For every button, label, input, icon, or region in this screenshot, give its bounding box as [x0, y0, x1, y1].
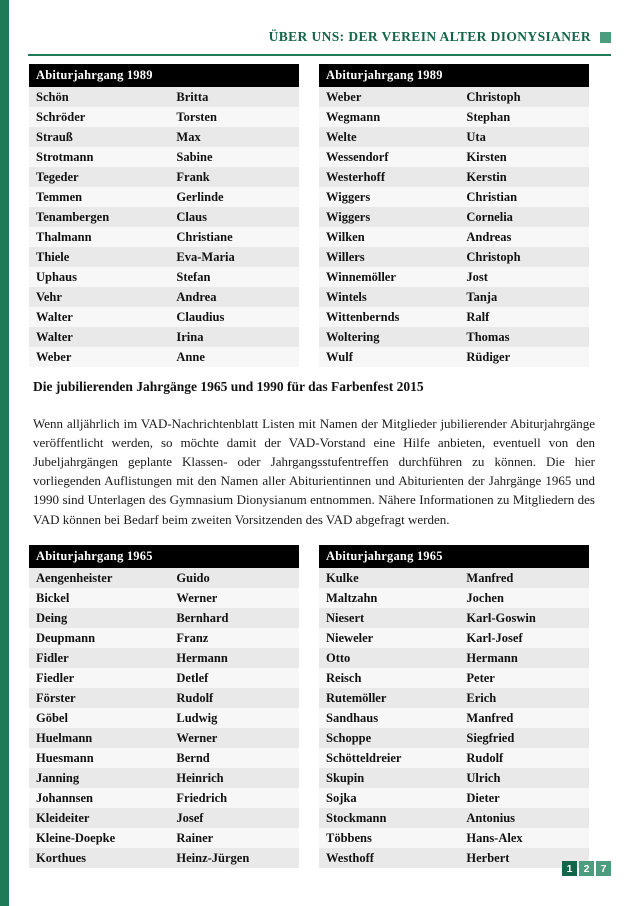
table-title-row	[319, 545, 589, 568]
cell-surname: Wintels	[319, 287, 459, 307]
cell-firstname: Heinz-Jürgen	[169, 848, 299, 868]
table-row	[29, 227, 299, 247]
table-row	[319, 808, 589, 828]
cell-surname: Temmen	[29, 187, 169, 207]
table-row	[319, 207, 589, 227]
tables-row-1965	[29, 545, 589, 868]
cell-firstname: Detlef	[169, 668, 299, 688]
name-table-1965-right	[319, 545, 589, 868]
cell-firstname: Kerstin	[459, 167, 589, 187]
cell-firstname: Ulrich	[459, 768, 589, 788]
table-row	[319, 187, 589, 207]
table-row	[29, 267, 299, 287]
table-row	[319, 327, 589, 347]
table-row	[29, 588, 299, 608]
table-row	[319, 828, 589, 848]
cell-firstname: Dieter	[459, 788, 589, 808]
cell-surname: Otto	[319, 648, 459, 668]
table-row	[29, 187, 299, 207]
cell-surname: Skupin	[319, 768, 459, 788]
section-paragraph: Wenn alljährlich im VAD-Nachrichtenblatt Listen mit Namen der Mitglieder jubilierender Abiturjahrgänge veröffentlicht werden, so möchte damit der VAD-Vorstand eine Hilfe anbieten, eventuell von den Jubeljahrgängen geplante Klassen- oder Jahrgangsstufentreffen durchführen zu können. Die hier vorliegenden Auflistungen mit den Namen aller Abiturientinnen und Abiturienten der Jahrgänge 1965 und 1990 sind Unterlagen des Gymnasium Dionysianum entnommen. Nähere Informationen zu Mitgliedern des VAD können bei Bedarf beim zweiten Vorsitzenden des VAD abgefragt werden.	[33, 416, 595, 527]
cell-surname: Wiggers	[319, 187, 459, 207]
cell-firstname: Frank	[169, 167, 299, 187]
table-body	[319, 64, 589, 367]
left-edge-bar	[0, 0, 9, 906]
cell-firstname: Christoph	[459, 87, 589, 107]
cell-firstname: Ralf	[459, 307, 589, 327]
table-row	[29, 688, 299, 708]
cell-firstname: Andrea	[169, 287, 299, 307]
cell-surname: Willers	[319, 247, 459, 267]
table-row	[29, 848, 299, 868]
table-row	[29, 167, 299, 187]
cell-firstname: Antonius	[459, 808, 589, 828]
cell-surname: Kleine-Doepke	[29, 828, 169, 848]
cell-surname: Woltering	[319, 327, 459, 347]
cell-surname: Huelmann	[29, 728, 169, 748]
table-row	[29, 608, 299, 628]
cell-firstname: Rudolf	[169, 688, 299, 708]
table-row	[29, 628, 299, 648]
cell-surname: Westhoff	[319, 848, 459, 868]
table-row	[29, 788, 299, 808]
table-row	[319, 287, 589, 307]
table-body	[29, 545, 299, 868]
table-row	[29, 808, 299, 828]
cell-surname: Fidler	[29, 648, 169, 668]
cell-surname: Huesmann	[29, 748, 169, 768]
table-row	[29, 768, 299, 788]
cell-firstname: Siegfried	[459, 728, 589, 748]
page-number-footer	[562, 861, 611, 876]
table-row	[29, 247, 299, 267]
table-row	[319, 127, 589, 147]
cell-surname: Walter	[29, 327, 169, 347]
tables-row-1989	[29, 64, 589, 367]
cell-firstname: Britta	[169, 87, 299, 107]
table-title: Abiturjahrgang 1965	[29, 545, 299, 568]
table-row	[319, 167, 589, 187]
cell-surname: Korthues	[29, 848, 169, 868]
table-row	[319, 728, 589, 748]
header-square-icon	[600, 32, 611, 43]
cell-firstname: Hans-Alex	[459, 828, 589, 848]
cell-firstname: Peter	[459, 668, 589, 688]
cell-surname: Niesert	[319, 608, 459, 628]
cell-surname: Vehr	[29, 287, 169, 307]
table-row	[319, 648, 589, 668]
cell-surname: Johannsen	[29, 788, 169, 808]
cell-surname: Tenambergen	[29, 207, 169, 227]
cell-firstname: Franz	[169, 628, 299, 648]
cell-surname: Wittenbernds	[319, 307, 459, 327]
cell-surname: Kulke	[319, 568, 459, 588]
table-title: Abiturjahrgang 1965	[319, 545, 589, 568]
cell-surname: Sandhaus	[319, 708, 459, 728]
table-row	[29, 568, 299, 588]
cell-firstname: Herbert	[459, 848, 589, 868]
table-row	[319, 147, 589, 167]
cell-firstname: Max	[169, 127, 299, 147]
cell-surname: Förster	[29, 688, 169, 708]
cell-firstname: Heinrich	[169, 768, 299, 788]
cell-surname: Schötteldreier	[319, 748, 459, 768]
table-row	[29, 648, 299, 668]
cell-firstname: Anne	[169, 347, 299, 367]
table-row	[319, 608, 589, 628]
table-row	[29, 107, 299, 127]
cell-surname: Winnemöller	[319, 267, 459, 287]
cell-surname: Wessendorf	[319, 147, 459, 167]
table-row	[319, 768, 589, 788]
table-row	[319, 588, 589, 608]
name-table-1989-left	[29, 64, 299, 367]
cell-surname: Strauß	[29, 127, 169, 147]
table-row	[319, 107, 589, 127]
cell-surname: Reisch	[319, 668, 459, 688]
cell-surname: Thiele	[29, 247, 169, 267]
cell-firstname: Torsten	[169, 107, 299, 127]
cell-surname: Deing	[29, 608, 169, 628]
table-row	[319, 267, 589, 287]
cell-surname: Walter	[29, 307, 169, 327]
cell-surname: Nieweler	[319, 628, 459, 648]
cell-firstname: Erich	[459, 688, 589, 708]
cell-surname: Schön	[29, 87, 169, 107]
cell-surname: Schröder	[29, 107, 169, 127]
cell-surname: Többens	[319, 828, 459, 848]
cell-surname: Stockmann	[319, 808, 459, 828]
cell-firstname: Sabine	[169, 147, 299, 167]
table-body	[29, 64, 299, 367]
cell-firstname: Christiane	[169, 227, 299, 247]
table-row	[319, 848, 589, 868]
cell-surname: Rutemöller	[319, 688, 459, 708]
cell-firstname: Ludwig	[169, 708, 299, 728]
table-row	[29, 207, 299, 227]
table-row	[319, 227, 589, 247]
table-row	[319, 628, 589, 648]
cell-firstname: Werner	[169, 728, 299, 748]
table-row	[29, 327, 299, 347]
cell-firstname: Karl-Goswin	[459, 608, 589, 628]
table-row	[319, 307, 589, 327]
cell-firstname: Christian	[459, 187, 589, 207]
cell-firstname: Jochen	[459, 588, 589, 608]
section-heading: Die jubilierenden Jahrgänge 1965 und 1990 für das Farbenfest 2015	[33, 379, 424, 394]
cell-surname: Schoppe	[319, 728, 459, 748]
cell-firstname: Eva-Maria	[169, 247, 299, 267]
cell-firstname: Thomas	[459, 327, 589, 347]
cell-surname: Tegeder	[29, 167, 169, 187]
cell-firstname: Gerlinde	[169, 187, 299, 207]
table-row	[319, 788, 589, 808]
table-row	[29, 748, 299, 768]
page-digit-2: 2	[579, 861, 594, 876]
cell-firstname: Rüdiger	[459, 347, 589, 367]
cell-firstname: Cornelia	[459, 207, 589, 227]
cell-firstname: Stefan	[169, 267, 299, 287]
cell-surname: Weber	[29, 347, 169, 367]
page-digit-1: 1	[562, 861, 577, 876]
cell-firstname: Bernhard	[169, 608, 299, 628]
cell-firstname: Rainer	[169, 828, 299, 848]
cell-firstname: Uta	[459, 127, 589, 147]
cell-firstname: Friedrich	[169, 788, 299, 808]
cell-surname: Fiedler	[29, 668, 169, 688]
table-title-row	[29, 545, 299, 568]
cell-firstname: Claus	[169, 207, 299, 227]
cell-firstname: Tanja	[459, 287, 589, 307]
cell-surname: Aengenheister	[29, 568, 169, 588]
cell-firstname: Kirsten	[459, 147, 589, 167]
cell-surname: Strotmann	[29, 147, 169, 167]
table-row	[319, 347, 589, 367]
cell-surname: Maltzahn	[319, 588, 459, 608]
table-row	[319, 708, 589, 728]
cell-surname: Göbel	[29, 708, 169, 728]
cell-firstname: Andreas	[459, 227, 589, 247]
cell-surname: Wilken	[319, 227, 459, 247]
table-row	[319, 748, 589, 768]
cell-firstname: Josef	[169, 808, 299, 828]
cell-firstname: Guido	[169, 568, 299, 588]
cell-surname: Thalmann	[29, 227, 169, 247]
cell-firstname: Karl-Josef	[459, 628, 589, 648]
name-table-1965-left	[29, 545, 299, 868]
cell-surname: Wegmann	[319, 107, 459, 127]
table-row	[29, 127, 299, 147]
table-row	[29, 668, 299, 688]
cell-firstname: Manfred	[459, 708, 589, 728]
table-row	[29, 307, 299, 327]
table-row	[29, 87, 299, 107]
cell-firstname: Stephan	[459, 107, 589, 127]
cell-firstname: Werner	[169, 588, 299, 608]
table-row	[319, 568, 589, 588]
cell-firstname: Hermann	[169, 648, 299, 668]
cell-firstname: Bernd	[169, 748, 299, 768]
page-digit-3: 7	[596, 861, 611, 876]
cell-surname: Weber	[319, 87, 459, 107]
table-row	[319, 688, 589, 708]
cell-surname: Wiggers	[319, 207, 459, 227]
table-title: Abiturjahrgang 1989	[29, 64, 299, 87]
cell-firstname: Claudius	[169, 307, 299, 327]
table-row	[29, 728, 299, 748]
cell-surname: Sojka	[319, 788, 459, 808]
table-row	[319, 247, 589, 267]
table-row	[29, 287, 299, 307]
cell-surname: Deupmann	[29, 628, 169, 648]
cell-surname: Uphaus	[29, 267, 169, 287]
cell-firstname: Christoph	[459, 247, 589, 267]
table-title-row	[319, 64, 589, 87]
name-table-1989-right	[319, 64, 589, 367]
table-row	[29, 708, 299, 728]
cell-surname: Bickel	[29, 588, 169, 608]
cell-firstname: Manfred	[459, 568, 589, 588]
table-row	[319, 87, 589, 107]
cell-surname: Westerhoff	[319, 167, 459, 187]
cell-surname: Janning	[29, 768, 169, 788]
table-title: Abiturjahrgang 1989	[319, 64, 589, 87]
table-row	[319, 668, 589, 688]
table-body	[319, 545, 589, 868]
cell-surname: Kleideiter	[29, 808, 169, 828]
cell-firstname: Rudolf	[459, 748, 589, 768]
table-row	[29, 347, 299, 367]
table-title-row	[29, 64, 299, 87]
page-header	[28, 24, 611, 56]
header-title: ÜBER UNS: DER VEREIN ALTER DIONYSIANER	[268, 29, 591, 44]
cell-firstname: Irina	[169, 327, 299, 347]
cell-firstname: Hermann	[459, 648, 589, 668]
cell-surname: Welte	[319, 127, 459, 147]
cell-firstname: Jost	[459, 267, 589, 287]
table-row	[29, 147, 299, 167]
table-row	[29, 828, 299, 848]
cell-surname: Wulf	[319, 347, 459, 367]
